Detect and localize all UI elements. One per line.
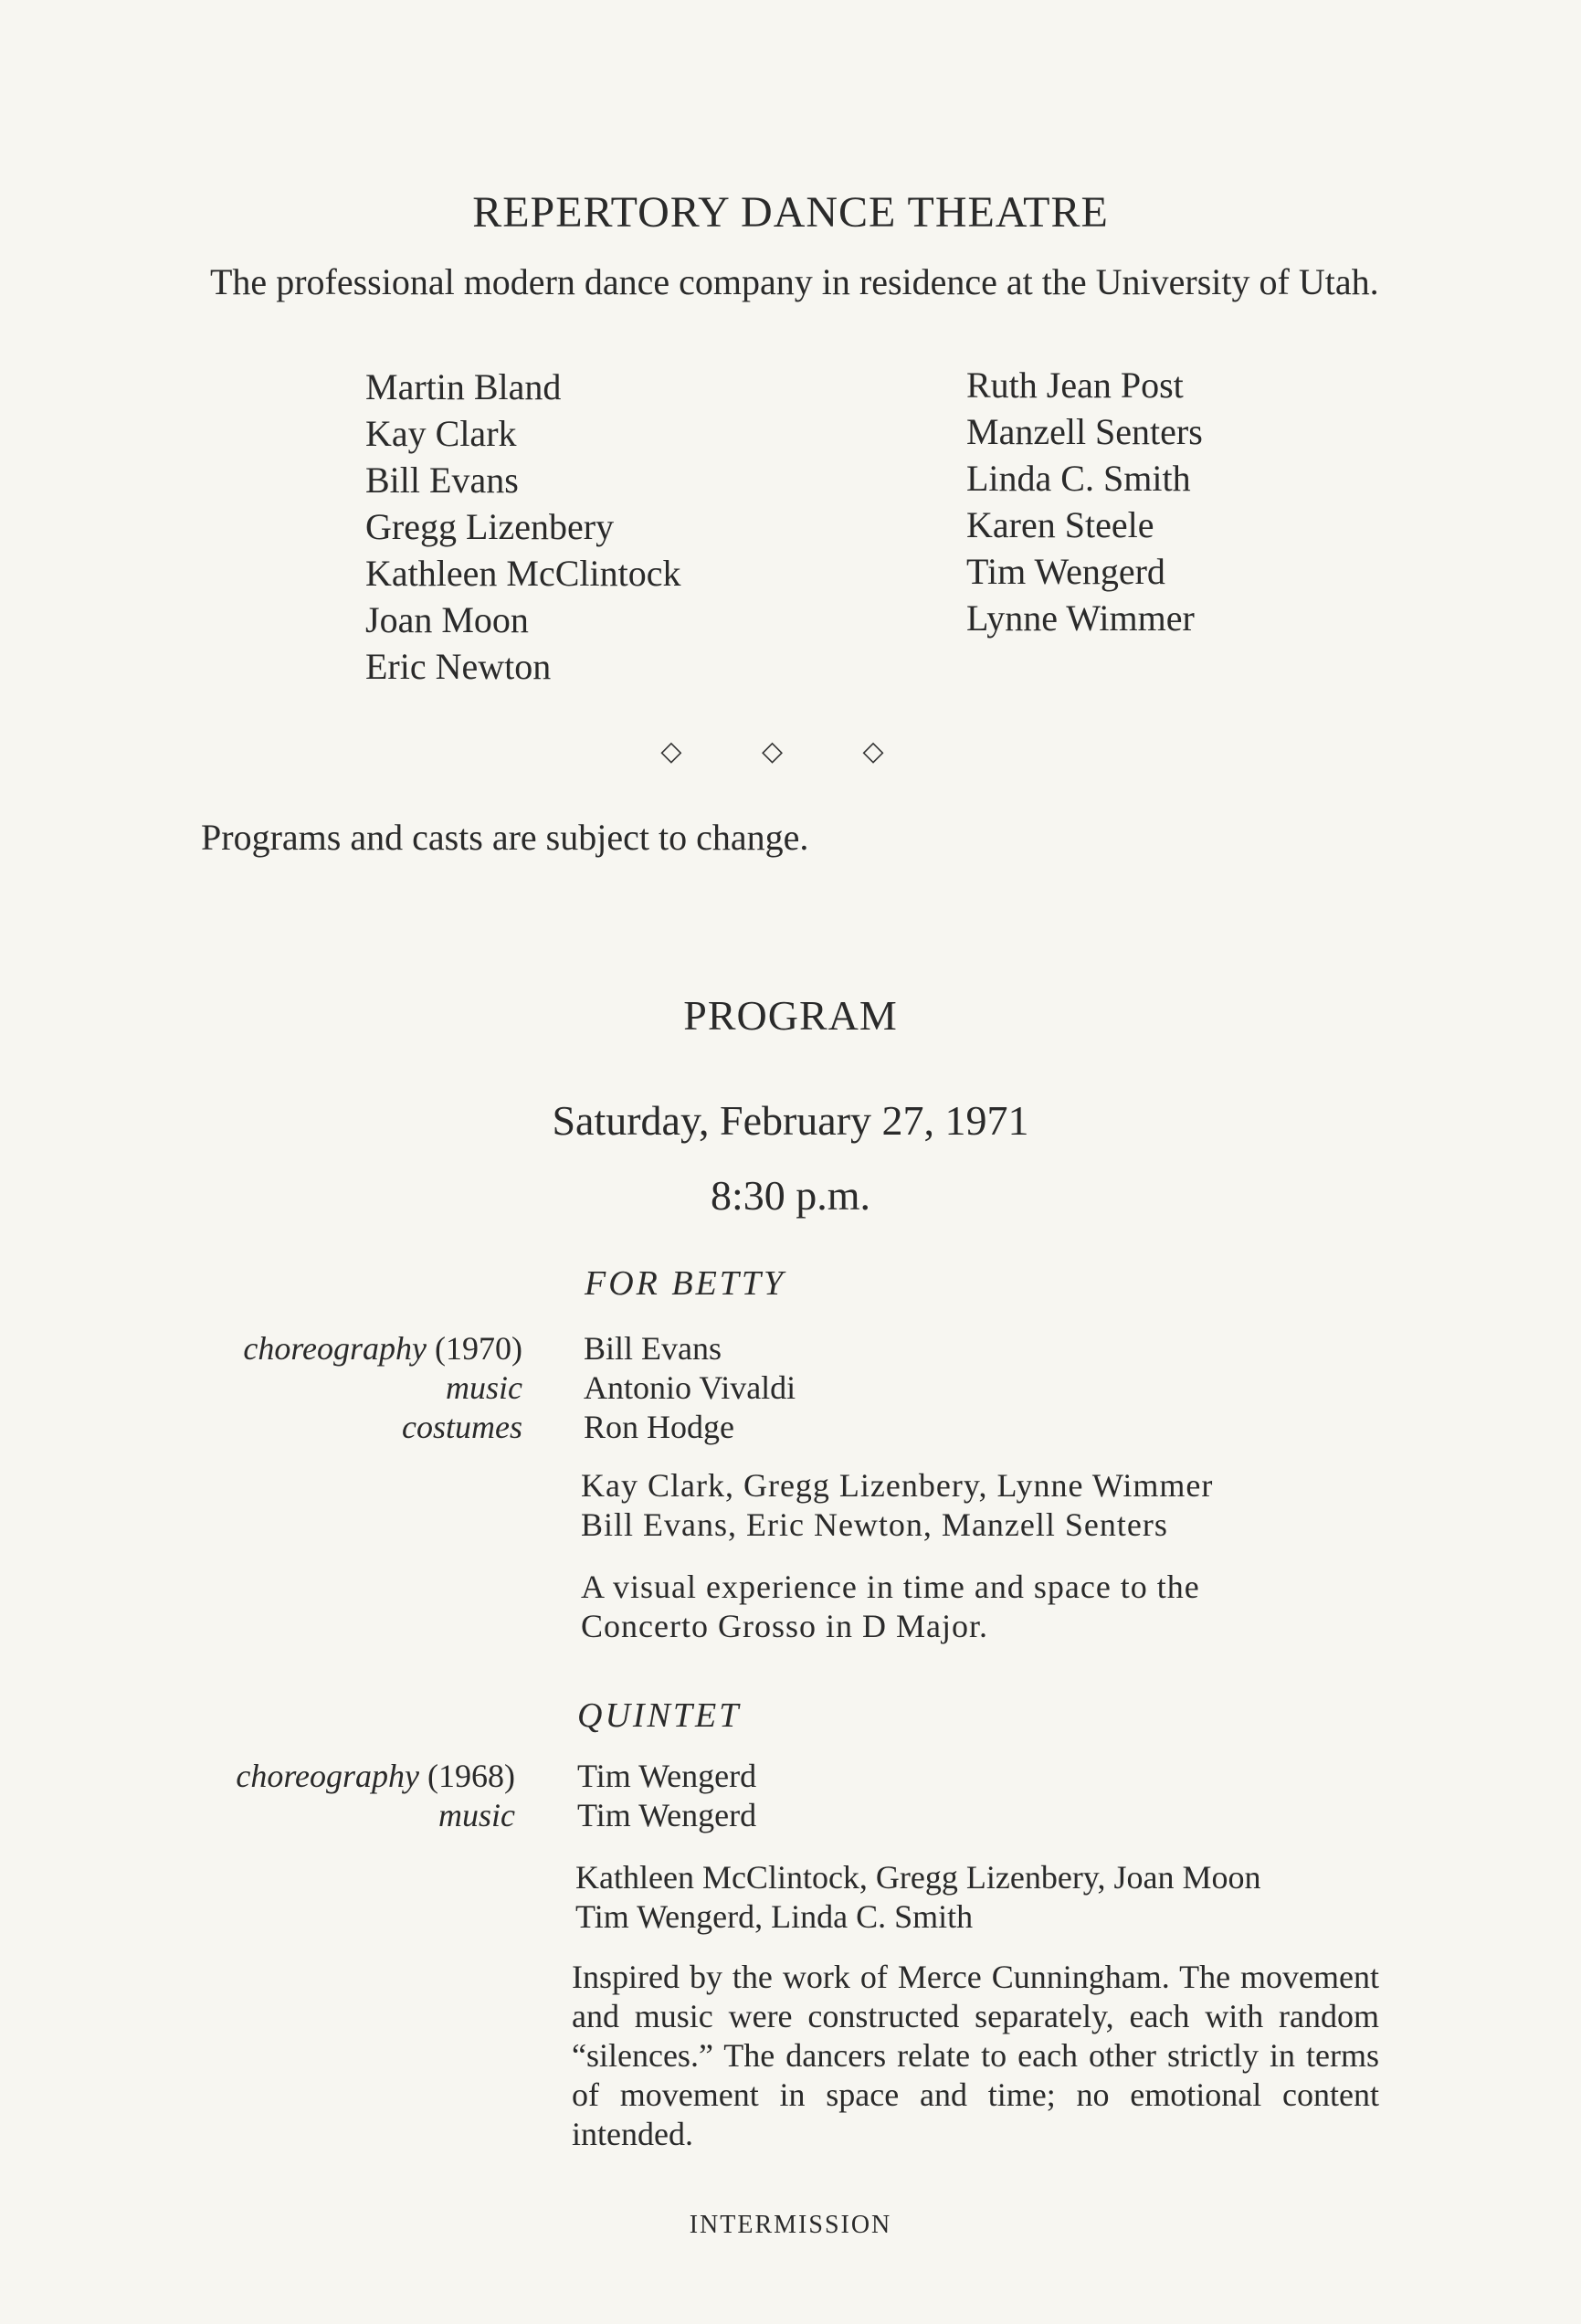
roster-member: Joan Moon: [365, 599, 529, 640]
roster-member: Lynne Wimmer: [966, 597, 1195, 639]
roster-member: Bill Evans: [365, 460, 519, 501]
program-title: PROGRAM: [683, 992, 898, 1039]
cast-list: [581, 1466, 1213, 1545]
company-title: REPERTORY DANCE THEATRE: [472, 188, 1109, 237]
roster-member: Tim Wengerd: [966, 551, 1165, 592]
roster-left-column: [365, 364, 680, 690]
roster-member: Martin Bland: [365, 366, 562, 407]
credit-label: choreography (1968): [236, 1758, 515, 1794]
credit-value: Antonio Vivaldi: [584, 1369, 796, 1406]
roster-member: Manzell Senters: [966, 411, 1203, 452]
cast-line: Kathleen McClintock, Gregg Lizenbery, Joan Moon: [575, 1859, 1261, 1896]
credit-label: music: [446, 1369, 522, 1406]
credit-labels: [164, 1329, 522, 1447]
intermission-label: INTERMISSION: [689, 2211, 892, 2239]
cast-line: Tim Wengerd, Linda C. Smith: [575, 1898, 974, 1935]
roster-member: Linda C. Smith: [966, 458, 1191, 499]
credit-values: [584, 1329, 796, 1447]
program-date: Saturday, February 27, 1971: [552, 1097, 1029, 1144]
credit-labels: [155, 1757, 515, 1835]
company-description: The professional modern dance company in residence at the University of Utah.: [210, 261, 1379, 302]
roster-member: Kay Clark: [365, 413, 517, 454]
program-time: 8:30 p.m.: [710, 1172, 871, 1219]
credit-value: Tim Wengerd: [577, 1797, 757, 1833]
piece-title: QUINTET: [577, 1696, 742, 1735]
roster-member: Gregg Lizenbery: [365, 506, 615, 547]
roster-member: Ruth Jean Post: [966, 364, 1184, 406]
roster-right-column: [966, 362, 1203, 641]
credit-label: music: [438, 1797, 515, 1833]
credit-label: choreography (1970): [243, 1330, 522, 1367]
cast-list: [575, 1858, 1260, 1937]
piece-note: Inspired by the work of Merce Cunningham. The movement and music were constructed separately, each with random “silences.” The dancers relate to each other strictly in terms of movement in space and time; no emotional content intended.: [572, 1959, 1379, 2152]
roster-member: Eric Newton: [365, 646, 552, 687]
diamond-ornament-icon: ◇ ◇ ◇: [660, 736, 921, 766]
roster-member: Karen Steele: [966, 504, 1154, 545]
piece-title: FOR BETTY: [585, 1264, 786, 1303]
disclaimer: Programs and casts are subject to change.: [201, 817, 809, 858]
cast-line: Kay Clark, Gregg Lizenbery, Lynne Wimmer: [581, 1467, 1214, 1504]
piece-note: A visual experience in time and space to the Concerto Grosso in D Major.: [581, 1569, 1200, 1644]
credit-value: Ron Hodge: [584, 1409, 734, 1445]
roster-member: Kathleen McClintock: [365, 553, 681, 594]
credit-value: Bill Evans: [584, 1330, 722, 1367]
credit-value: Tim Wengerd: [577, 1758, 757, 1794]
cast-line: Bill Evans, Eric Newton, Manzell Senters: [581, 1506, 1168, 1543]
credit-label: costumes: [402, 1409, 522, 1445]
credit-values: [577, 1757, 756, 1835]
